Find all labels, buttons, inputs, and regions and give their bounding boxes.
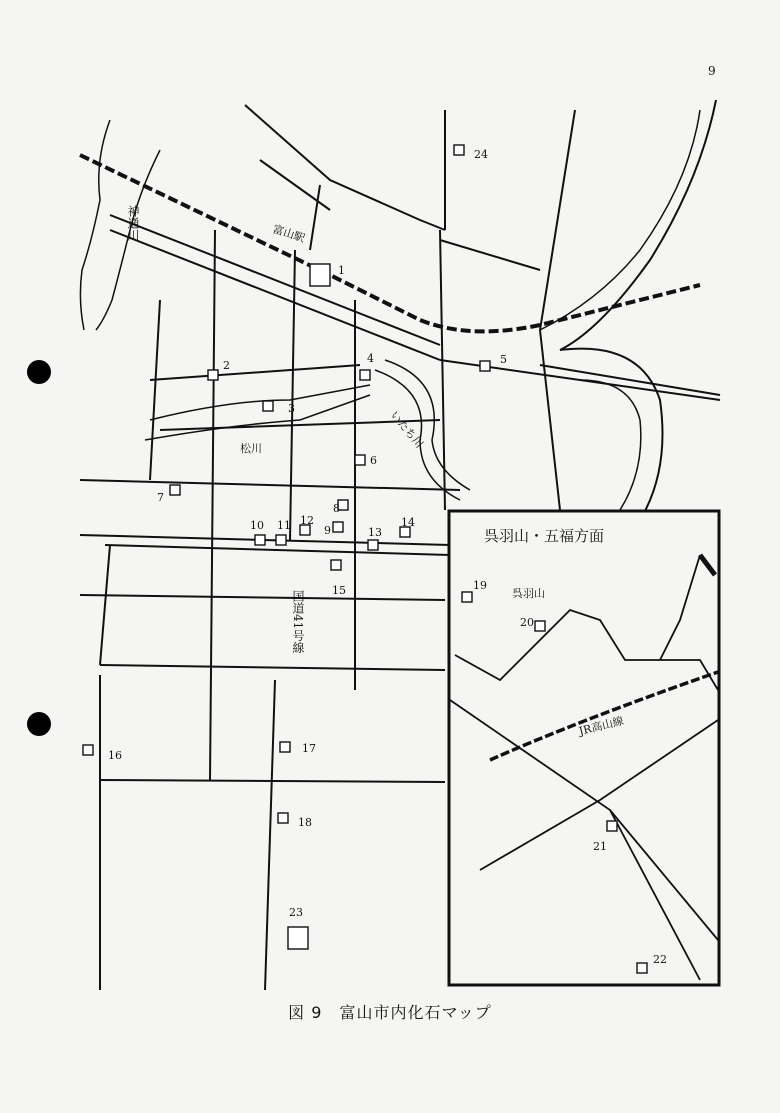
building-icon [355, 455, 365, 465]
marker-number: 17 [302, 742, 316, 755]
building-icon [280, 742, 290, 752]
marker-number: 19 [473, 579, 487, 592]
building-icon [331, 560, 341, 570]
fossil-site-marker-24[interactable] [454, 145, 488, 161]
fossil-site-marker-18[interactable] [278, 813, 312, 829]
marker-number: 15 [332, 584, 346, 597]
fossil-site-marker-4[interactable] [360, 352, 374, 380]
building-icon [607, 821, 617, 831]
fossil-site-marker-13[interactable] [368, 526, 382, 550]
building-icon [288, 927, 308, 949]
page-number: 9 [708, 64, 716, 78]
marker-number: 20 [520, 616, 534, 629]
marker-number: 14 [401, 516, 415, 529]
building-icon [368, 540, 378, 550]
marker-number: 11 [277, 519, 291, 532]
building-icon [208, 370, 218, 380]
fossil-site-marker-2[interactable] [208, 359, 230, 380]
building-icon [278, 813, 288, 823]
route41-label: 国道41号線 [291, 590, 305, 654]
fossil-site-marker-14[interactable] [400, 516, 415, 537]
building-icon [360, 370, 370, 380]
inset-railway-label: JR高山線 [577, 714, 626, 738]
marker-number: 3 [288, 402, 295, 415]
marker-number: 16 [108, 749, 122, 762]
building-icon [310, 264, 330, 286]
fossil-site-marker-15[interactable] [331, 560, 346, 597]
building-icon [276, 535, 286, 545]
building-icon [454, 145, 464, 155]
marker-number: 4 [367, 352, 374, 365]
fossil-site-marker-6[interactable] [355, 454, 377, 467]
marker-number: 18 [298, 816, 312, 829]
river-itachi-label: いたち川 [387, 408, 426, 451]
figure-caption: 図 9 富山市内化石マップ [288, 1003, 492, 1022]
marker-number: 5 [500, 353, 507, 366]
building-icon [263, 401, 273, 411]
marker-number: 13 [368, 526, 382, 539]
fossil-site-marker-10[interactable] [250, 519, 265, 545]
station-label: 富山駅 [271, 222, 307, 246]
marker-number: 21 [593, 840, 607, 853]
building-icon [462, 592, 472, 602]
inset-mountain-label: 呉羽山 [512, 587, 545, 600]
river-matsu-label: 松川 [240, 442, 262, 455]
building-icon [535, 621, 545, 631]
fossil-site-marker-3[interactable] [263, 401, 295, 415]
marker-number: 9 [324, 524, 331, 537]
building-icon [637, 963, 647, 973]
building-icon [333, 522, 343, 532]
fossil-site-marker-16[interactable] [83, 745, 122, 762]
marker-number: 12 [300, 514, 314, 527]
building-icon [170, 485, 180, 495]
marker-number: 23 [289, 906, 303, 919]
fossil-site-marker-7[interactable] [157, 485, 180, 504]
marker-number: 6 [370, 454, 377, 467]
marker-number: 10 [250, 519, 264, 532]
building-icon [480, 361, 490, 371]
fossil-site-marker-17[interactable] [280, 742, 316, 755]
marker-number: 22 [653, 953, 667, 966]
fossil-site-marker-23[interactable] [288, 906, 308, 949]
inset-title: 呉羽山・五福方面 [484, 527, 605, 545]
fossil-site-marker-12[interactable] [300, 514, 314, 535]
river-jinzu-label: 神通川 [126, 205, 140, 241]
marker-number: 7 [157, 491, 164, 504]
fossil-site-marker-8[interactable] [333, 500, 348, 515]
marker-number: 2 [223, 359, 230, 372]
marker-number: 24 [474, 148, 488, 161]
fossil-site-marker-1[interactable] [310, 264, 345, 286]
marker-number: 1 [338, 264, 345, 277]
inset-map [449, 511, 719, 985]
fossil-site-marker-9[interactable] [324, 522, 343, 537]
building-icon [83, 745, 93, 755]
building-icon [255, 535, 265, 545]
marker-number: 8 [333, 502, 340, 515]
